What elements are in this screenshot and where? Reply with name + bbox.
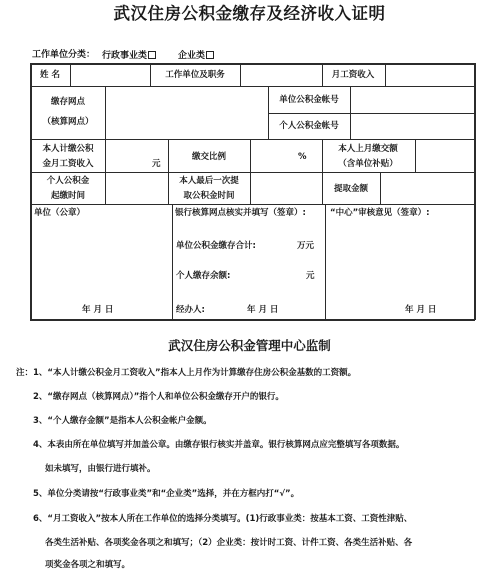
field-contribution-base[interactable]	[106, 140, 168, 172]
label-unit-account: 单位公积金帐号	[279, 95, 339, 105]
note-6-cont-1: 各类生活补贴、各项奖金各项之和填写；（2）企业类：按计时工资、计件工资、各类生活补贴、各	[45, 538, 413, 548]
field-personal-account[interactable]	[351, 114, 474, 139]
label-personal-balance: 个人缴存余额:	[176, 271, 231, 281]
category-option-enterprise[interactable]	[178, 51, 214, 61]
date-center: 年 月 日	[405, 305, 437, 315]
r5-v1	[172, 204, 173, 320]
r2-v2	[268, 86, 269, 139]
field-withdrawal-amount[interactable]	[381, 173, 474, 204]
note-4: 4、本表由所在单位填写并加盖公章。由缴存银行核实并盖章。银行核算网点应完整填写各项数据。	[33, 440, 405, 450]
table-border-left	[30, 63, 32, 320]
label-monthly-salary: 月工资收入	[331, 70, 375, 80]
r3-v2	[168, 139, 169, 172]
note-5: 5、单位分类请按“行政事业类”和“企业类”选择，并在方框内打“√”。	[33, 489, 300, 499]
label-deposit-site: 缴存网点	[50, 97, 86, 107]
row-line-4	[30, 204, 475, 205]
label-contribution-base-2: 金月工资收入	[42, 159, 94, 169]
label-center-review: “中心”审核意见（签章）:	[330, 208, 430, 218]
label-personal-account: 个人公积金帐号	[279, 121, 339, 131]
table-border-right	[474, 63, 476, 320]
label-last-withdrawal-date: 本人最后一次提	[179, 176, 239, 186]
table-border-bottom	[30, 319, 475, 321]
r1-v2	[150, 63, 151, 86]
r5-v2	[325, 204, 326, 320]
label-employer-position: 工作单位及职务	[165, 70, 225, 80]
r4-v2	[168, 172, 169, 204]
category-option-enterprise-label: 企业类	[178, 51, 206, 61]
note-6: 6、“月工资收入”按本人所在工作单位的选择分类填写。(1)行政事业类：按基本工资、工资性津贴、	[33, 514, 413, 524]
label-name: 姓 名	[40, 70, 60, 80]
notes-lead: 注：	[16, 368, 34, 378]
category-option-admin-label: 行政事业类	[102, 51, 148, 61]
label-unit-seal: 单位（公章）	[34, 208, 86, 218]
note-4-cont: 如未填写，由银行进行填补。	[45, 464, 156, 474]
unit-category-label: 工作单位分类：	[32, 50, 96, 60]
field-last-month-contribution[interactable]	[416, 140, 474, 172]
unit-wan-yuan: 万元	[297, 241, 315, 251]
field-employer-position[interactable]	[241, 64, 322, 86]
label-deposit-site-sub: （核算网点）	[42, 117, 94, 127]
label-withdrawal-amount: 提取金额	[333, 184, 369, 194]
label-handler: 经办人:	[176, 305, 205, 315]
date-unit: 年 月 日	[82, 305, 114, 315]
field-monthly-salary[interactable]	[386, 64, 474, 86]
field-contribution-rate[interactable]	[251, 140, 322, 172]
category-option-admin[interactable]	[102, 51, 156, 61]
label-unit-deposit-total: 单位公积金缴存合计:	[176, 241, 256, 251]
label-bank-review: 银行核算网点核实并填写（签章）:	[175, 208, 306, 218]
label-contribution-rate: 缴交比例	[191, 152, 227, 162]
unit-percent: %	[298, 152, 307, 162]
note-2: 2、“缴存网点（核算网点）”指个人和单位公积金缴存开户的银行。	[33, 392, 284, 402]
r3-v4	[322, 139, 323, 172]
label-start-date-2: 起缴时间	[50, 191, 86, 201]
field-start-date[interactable]	[106, 173, 168, 204]
date-bank: 年 月 日	[247, 305, 279, 315]
note-1: 1、“本人计缴公积金月工资收入”指本人上月作为计算缴存住房公积金基数的工资额。	[33, 368, 357, 378]
label-including-subsidy: （含单位补贴）	[338, 159, 398, 169]
r1-v4	[322, 63, 323, 86]
note-6-cont-2: 项奖金各项之和填写。	[45, 560, 131, 570]
form-title: 武汉住房公积金缴存及经济收入证明	[113, 4, 386, 23]
field-deposit-site[interactable]	[106, 87, 268, 139]
supervision-title: 武汉住房公积金管理中心监制	[168, 338, 331, 353]
label-start-date: 个人公积金	[46, 176, 90, 186]
checkbox-admin[interactable]	[148, 51, 156, 59]
label-last-month-contribution: 本人上月缴交额	[338, 144, 398, 154]
unit-yuan-1: 元	[152, 159, 161, 169]
label-contribution-base: 本人计缴公积	[42, 144, 94, 154]
unit-yuan-2: 元	[306, 271, 315, 281]
r4-v4	[322, 172, 323, 204]
field-unit-account[interactable]	[351, 87, 474, 113]
label-last-withdrawal-date-2: 取公积金时间	[183, 191, 235, 201]
checkbox-enterprise[interactable]	[206, 51, 214, 59]
note-3: 3、“个人缴存金额”是指本人公积金帐户金额。	[33, 416, 212, 426]
field-name[interactable]	[71, 64, 150, 86]
field-last-withdrawal-date[interactable]	[251, 173, 322, 204]
